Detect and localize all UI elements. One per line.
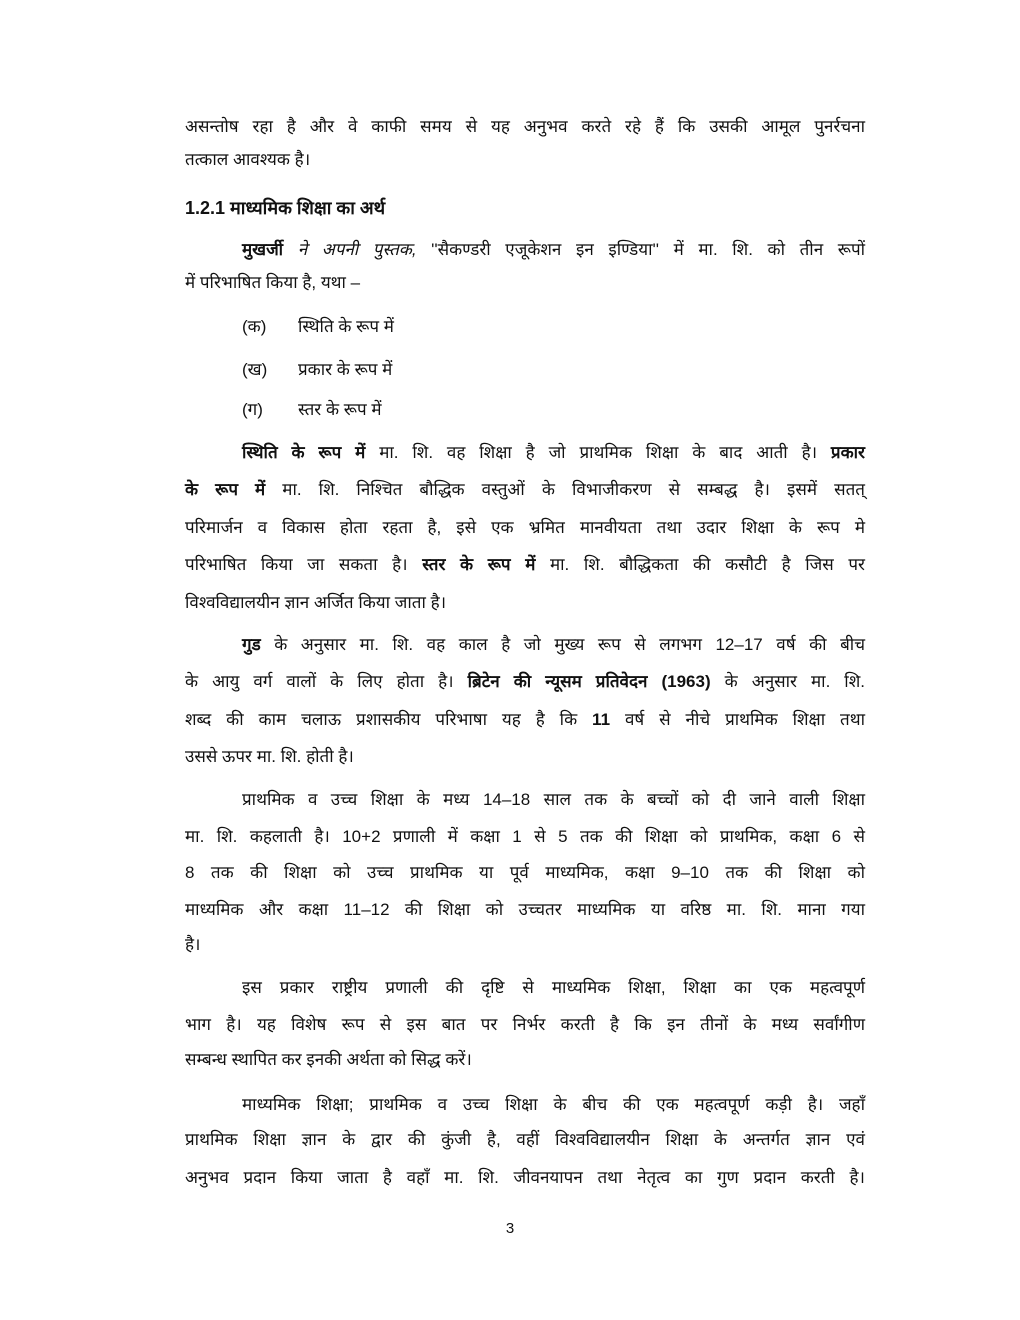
body-text: असन्तोष रहा है और वे काफी समय से यह अनुभव करते रहे हैं कि उसकी आमूल पुनर्रचना <box>185 117 865 136</box>
section-heading: 1.2.1 माध्यमिक शिक्षा का अर्थ <box>185 198 386 218</box>
italic-text: ने अपनी पुस्तक, <box>283 240 417 259</box>
text-line <box>185 670 865 694</box>
body-text: के आयु वर्ग वालों के लिए होता है। <box>185 672 468 691</box>
body-text: अनुभव प्रदान किया जाता है वहाँ मा. शि. जीवनयापन तथा नेतृत्व का गुण प्रदान करती है। <box>185 1168 865 1187</box>
body-text: इस प्रकार राष्ट्रीय प्रणाली की दृष्टि से माध्यमिक शिक्षा, शिक्षा का एक महत्वपूर्ण <box>242 978 865 997</box>
text-line <box>185 516 865 540</box>
text-line <box>185 1048 865 1072</box>
text-line <box>185 633 865 657</box>
bold-text: के रूप में <box>185 480 266 499</box>
body-text: मा. शि. बौद्धिकता की कसौटी है जिस पर <box>535 555 865 574</box>
text-line <box>185 788 865 812</box>
body-text: के अनुसार मा. शि. <box>710 672 865 691</box>
text-line <box>185 238 865 262</box>
list-text: स्थिति के रूप में <box>298 317 394 336</box>
body-text: के अनुसार मा. शि. वह काल है जो मुख्य रूप से लगभग 12–17 वर्ष की बीच <box>260 635 865 654</box>
page-number: 3 <box>505 1220 515 1237</box>
bold-text: 11 <box>592 710 611 729</box>
list-item <box>242 358 922 382</box>
body-text: उससे ऊपर मा. शि. होती है। <box>185 747 354 766</box>
list-item <box>242 398 922 422</box>
body-text: मा. शि. कहलाती है। 10+2 प्रणाली में कक्षा 1 से 5 तक की शिक्षा को प्राथमिक, कक्षा 6 से <box>185 827 865 846</box>
list-marker: (ग) <box>242 400 263 419</box>
text-line <box>185 441 865 465</box>
body-text: तत्काल आवश्यक है। <box>185 150 311 169</box>
bold-text: प्रकार <box>830 443 865 462</box>
text-line <box>185 933 865 957</box>
body-text: 8 तक की शिक्षा को उच्च प्राथमिक या पूर्व माध्यमिक, कक्षा 9–10 तक की शिक्षा को <box>185 863 865 882</box>
text-line <box>185 591 865 615</box>
body-text: भाग है। यह विशेष रूप से इस बात पर निर्भर करती है कि इन तीनों के मध्य सर्वांगीण <box>185 1015 865 1034</box>
text-line <box>185 898 865 922</box>
text-line <box>185 1166 865 1190</box>
body-text: माध्यमिक और कक्षा 11–12 की शिक्षा को उच्चतर माध्यमिक या वरिष्ठ मा. शि. माना गया <box>185 900 865 919</box>
body-text: मा. शि. निश्चित बौद्धिक वस्तुओं के विभाजीकरण से सम्बद्ध है। इसमें सतत् <box>265 480 865 499</box>
body-text: माध्यमिक शिक्षा; प्राथमिक व उच्च शिक्षा के बीच की एक महत्वपूर्ण कड़ी है। जहाँ <box>242 1095 865 1114</box>
body-text: वर्ष से नीचे प्राथमिक शिक्षा तथा <box>610 710 865 729</box>
body-text: में परिभाषित किया है, यथा – <box>185 273 361 292</box>
text-line <box>185 861 865 885</box>
body-text: ''सैकण्डरी एजूकेशन इन इण्डिया'' में मा. शि. को तीन रूपों <box>416 240 866 259</box>
list-marker: (क) <box>242 317 267 336</box>
bold-text: मुखर्जी <box>242 240 284 259</box>
text-line <box>185 271 865 295</box>
text-line <box>185 1128 865 1152</box>
text-line <box>185 745 865 769</box>
list-item <box>242 315 922 339</box>
body-text: शब्द की काम चलाऊ प्रशासकीय परिभाषा यह है कि <box>185 710 593 729</box>
text-line <box>185 115 865 139</box>
list-text: स्तर के रूप में <box>298 400 382 419</box>
body-text: विश्वविद्यालयीन ज्ञान अर्जित किया जाता है। <box>185 593 447 612</box>
list-text: प्रकार के रूप में <box>298 360 393 379</box>
text-line <box>185 976 865 1000</box>
body-text: प्राथमिक शिक्षा ज्ञान के द्वार की कुंजी है, वहीं विश्वविद्यालयीन शिक्षा के अन्तर्गत ज्ञान एवं <box>185 1130 865 1149</box>
body-text: प्राथमिक व उच्च शिक्षा के मध्य 14–18 साल तक के बच्चों को दी जाने वाली शिक्षा <box>242 790 865 809</box>
text-line <box>185 553 865 577</box>
list-marker: (ख) <box>242 360 268 379</box>
text-line <box>185 1013 865 1037</box>
text-line <box>185 825 865 849</box>
text-line <box>185 148 865 172</box>
bold-text: स्थिति के रूप में <box>242 443 366 462</box>
bold-text: ब्रिटेन की न्यूसम प्रतिवेदन (1963) <box>467 672 711 691</box>
body-text: है। <box>185 935 201 954</box>
body-text: मा. शि. वह शिक्षा है जो प्राथमिक शिक्षा के बाद आती है। <box>365 443 831 462</box>
text-line <box>185 478 865 502</box>
text-line <box>185 1093 865 1117</box>
bold-text: स्तर के रूप में <box>422 555 536 574</box>
body-text: सम्बन्ध स्थापित कर इनकी अर्थता को सिद्ध करें। <box>185 1050 472 1069</box>
text-line <box>185 708 865 732</box>
body-text: परिभाषित किया जा सकता है। <box>185 555 423 574</box>
body-text: परिमार्जन व विकास होता रहता है, इसे एक भ्रमित मानवीयता तथा उदार शिक्षा के रूप मे <box>185 518 865 537</box>
bold-text: गुड <box>242 635 261 654</box>
